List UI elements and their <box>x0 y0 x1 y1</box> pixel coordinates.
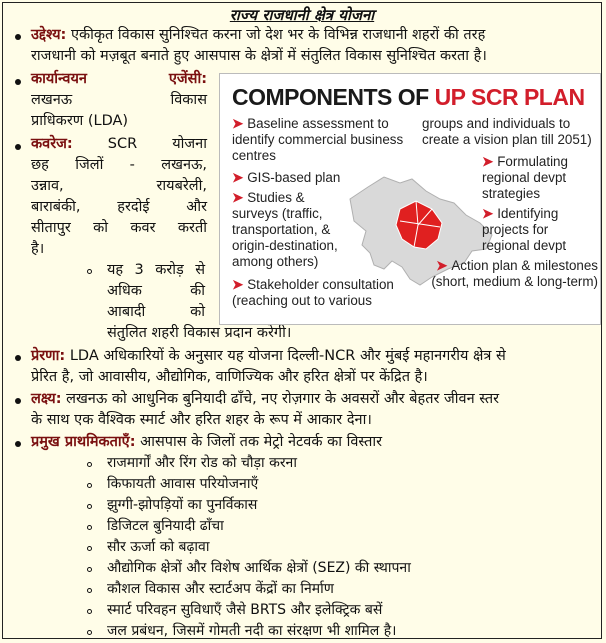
sub-bullet <box>87 588 92 593</box>
infographic-item: ➤ Identifying projects for regional devpt <box>482 206 567 253</box>
objective-label: उद्देश्य: <box>31 27 67 43</box>
coverage-sub-line: आबादी को <box>107 304 205 320</box>
infographic-item-text: GIS-based plan <box>247 170 341 185</box>
agency-label: कार्यान्वयन एजेंसी: <box>31 71 207 87</box>
inspiration-label: प्रेरणा: <box>31 348 66 364</box>
bullet <box>15 441 21 447</box>
infographic-item-text: Identifying projects for regional devpt <box>482 206 567 253</box>
inspiration-section <box>31 346 597 388</box>
list-item: औद्योगिक क्षेत्रों और विशेष आर्थिक क्षेत्रों (SEZ) की स्थापना <box>107 560 411 576</box>
sub-bullet <box>87 546 92 551</box>
coverage-text-1: SCR योजना <box>72 136 207 152</box>
infographic-title-main: COMPONENTS OF <box>232 84 435 110</box>
goal-text-2: के साथ एक वैश्विक स्मार्ट और हरित शहर के रूप में आकार देना। <box>31 412 372 428</box>
list-item: कौशल विकास और स्टार्टअप केंद्रों का निर्माण <box>107 581 334 597</box>
coverage-sub-tail: संतुलित शहरी विकास प्रदान करेगी। <box>107 325 292 341</box>
list-item: किफायती आवास परियोजनाएँ <box>107 476 259 492</box>
info-card <box>2 2 602 639</box>
sub-bullet <box>87 630 92 635</box>
coverage-line: उन्नाव, रायबरेली, <box>31 178 207 194</box>
goal-text-1: लखनऊ को आधुनिक बुनियादी ढाँचे, नए रोज़गार के अवसरों और बेहतर जीवन स्तर <box>61 391 500 407</box>
infographic-item: ➤ Studies & surveys (traffic, transportation, & origin-destination, among others) <box>232 190 338 269</box>
goal-section <box>31 389 597 431</box>
bullet <box>15 144 21 150</box>
infographic-item: ➤ GIS-based plan <box>232 170 341 185</box>
list-item: स्मार्ट परिवहन सुविधाएँ जैसे BRTS और इलेक्ट्रिक बसें <box>107 602 383 618</box>
coverage-line: बाराबंकी, हरदोई और <box>31 199 207 215</box>
sub-bullet <box>87 525 92 530</box>
inspiration-text-2: प्रेरित है, जो आवासीय, औद्योगिक, वाणिज्यिक और हरित क्षेत्रों पर केंद्रित है। <box>31 369 428 385</box>
coverage-sub <box>107 260 205 323</box>
infographic <box>219 73 601 325</box>
bullet <box>15 79 21 85</box>
infographic-item: ➤ Formulating regional devpt strategies <box>482 154 568 201</box>
sub-bullet <box>87 483 92 488</box>
coverage-line: सीतापुर को कवर करती <box>31 220 207 236</box>
list-item: जल प्रबंधन, जिसमें गोमती नदी का संरक्षण भी शामिल है। <box>107 623 397 639</box>
list-item: सौर ऊर्जा को बढ़ावा <box>107 539 210 555</box>
bullet <box>15 398 21 404</box>
sub-bullet <box>87 462 92 467</box>
priorities-section <box>31 432 597 453</box>
infographic-title <box>232 84 585 111</box>
objective-section <box>31 25 597 67</box>
coverage-line: है। <box>31 241 45 257</box>
sub-bullet <box>87 567 92 572</box>
objective-text-2: राजधानी को मज़बूत बनाते हुए आसपास के क्षेत्रों में संतुलित विकास सुनिश्चित करता है। <box>31 48 487 64</box>
infographic-item: ➤ Action plan & milestones (short, medium & long-term) <box>431 258 598 289</box>
page-title: राज्य राजधानी क्षेत्र योजना <box>229 6 375 24</box>
infographic-item-text: Action plan & milestones (short, medium & long-term) <box>431 258 598 289</box>
list-item: डिजिटल बुनियादी ढाँचा <box>107 518 224 534</box>
coverage-sub-line: यह 3 करोड़ से <box>107 262 205 278</box>
infographic-title-accent: UP SCR PLAN <box>434 84 585 110</box>
bullet <box>15 34 21 40</box>
infographic-item-text: Formulating regional devpt strategies <box>482 154 568 201</box>
inspiration-text-1: LDA अधिकारियों के अनुसार यह योजना दिल्ली-NCR और मुंबई महानगरीय क्षेत्र से <box>65 348 506 364</box>
coverage-sub-line: अधिक की <box>107 283 205 299</box>
bullet <box>15 355 21 361</box>
sub-bullet <box>87 504 92 509</box>
coverage-label: कवरेज: <box>31 136 73 152</box>
infographic-item-text: Studies & surveys (traffic, transportation, & origin-destination, among others) <box>232 190 338 269</box>
agency-text-2: प्राधिकरण (LDA) <box>31 113 129 129</box>
infographic-item: ➤ Baseline assessment to identify commercial business centres <box>232 116 404 163</box>
priorities-label: प्रमुख प्राथमिकताएँ: <box>31 434 136 450</box>
coverage-line: छह जिलों - लखनऊ, <box>31 157 207 173</box>
list-item: झुग्गी-झोपड़ियों का पुनर्विकास <box>107 497 258 513</box>
priorities-text-1: आसपास के जिलों तक मेट्रो नेटवर्क का विस्तार <box>135 434 383 450</box>
coverage-section <box>31 134 207 260</box>
agency-text-1: लखनऊ विकास <box>31 92 207 108</box>
sub-bullet <box>87 609 92 614</box>
agency-section <box>31 69 207 132</box>
infographic-item-text: Baseline assessment to identify commercial business centres <box>232 116 404 163</box>
list-item: राजमार्गों और रिंग रोड को चौड़ा करना <box>107 455 297 471</box>
infographic-item-continued: groups and individuals to create a vision plan till 2051) <box>422 116 592 147</box>
objective-text-1: एकीकृत विकास सुनिश्चित करना जो देश भर के विभिन्न राजधानी शहरों की तरह <box>66 27 486 43</box>
sub-bullet <box>87 269 92 274</box>
goal-label: लक्ष्य: <box>31 391 62 407</box>
infographic-item: ➤ Stakeholder consultation (reaching out to various <box>232 277 394 308</box>
infographic-item-text: Stakeholder consultation (reaching out to various <box>232 277 394 308</box>
